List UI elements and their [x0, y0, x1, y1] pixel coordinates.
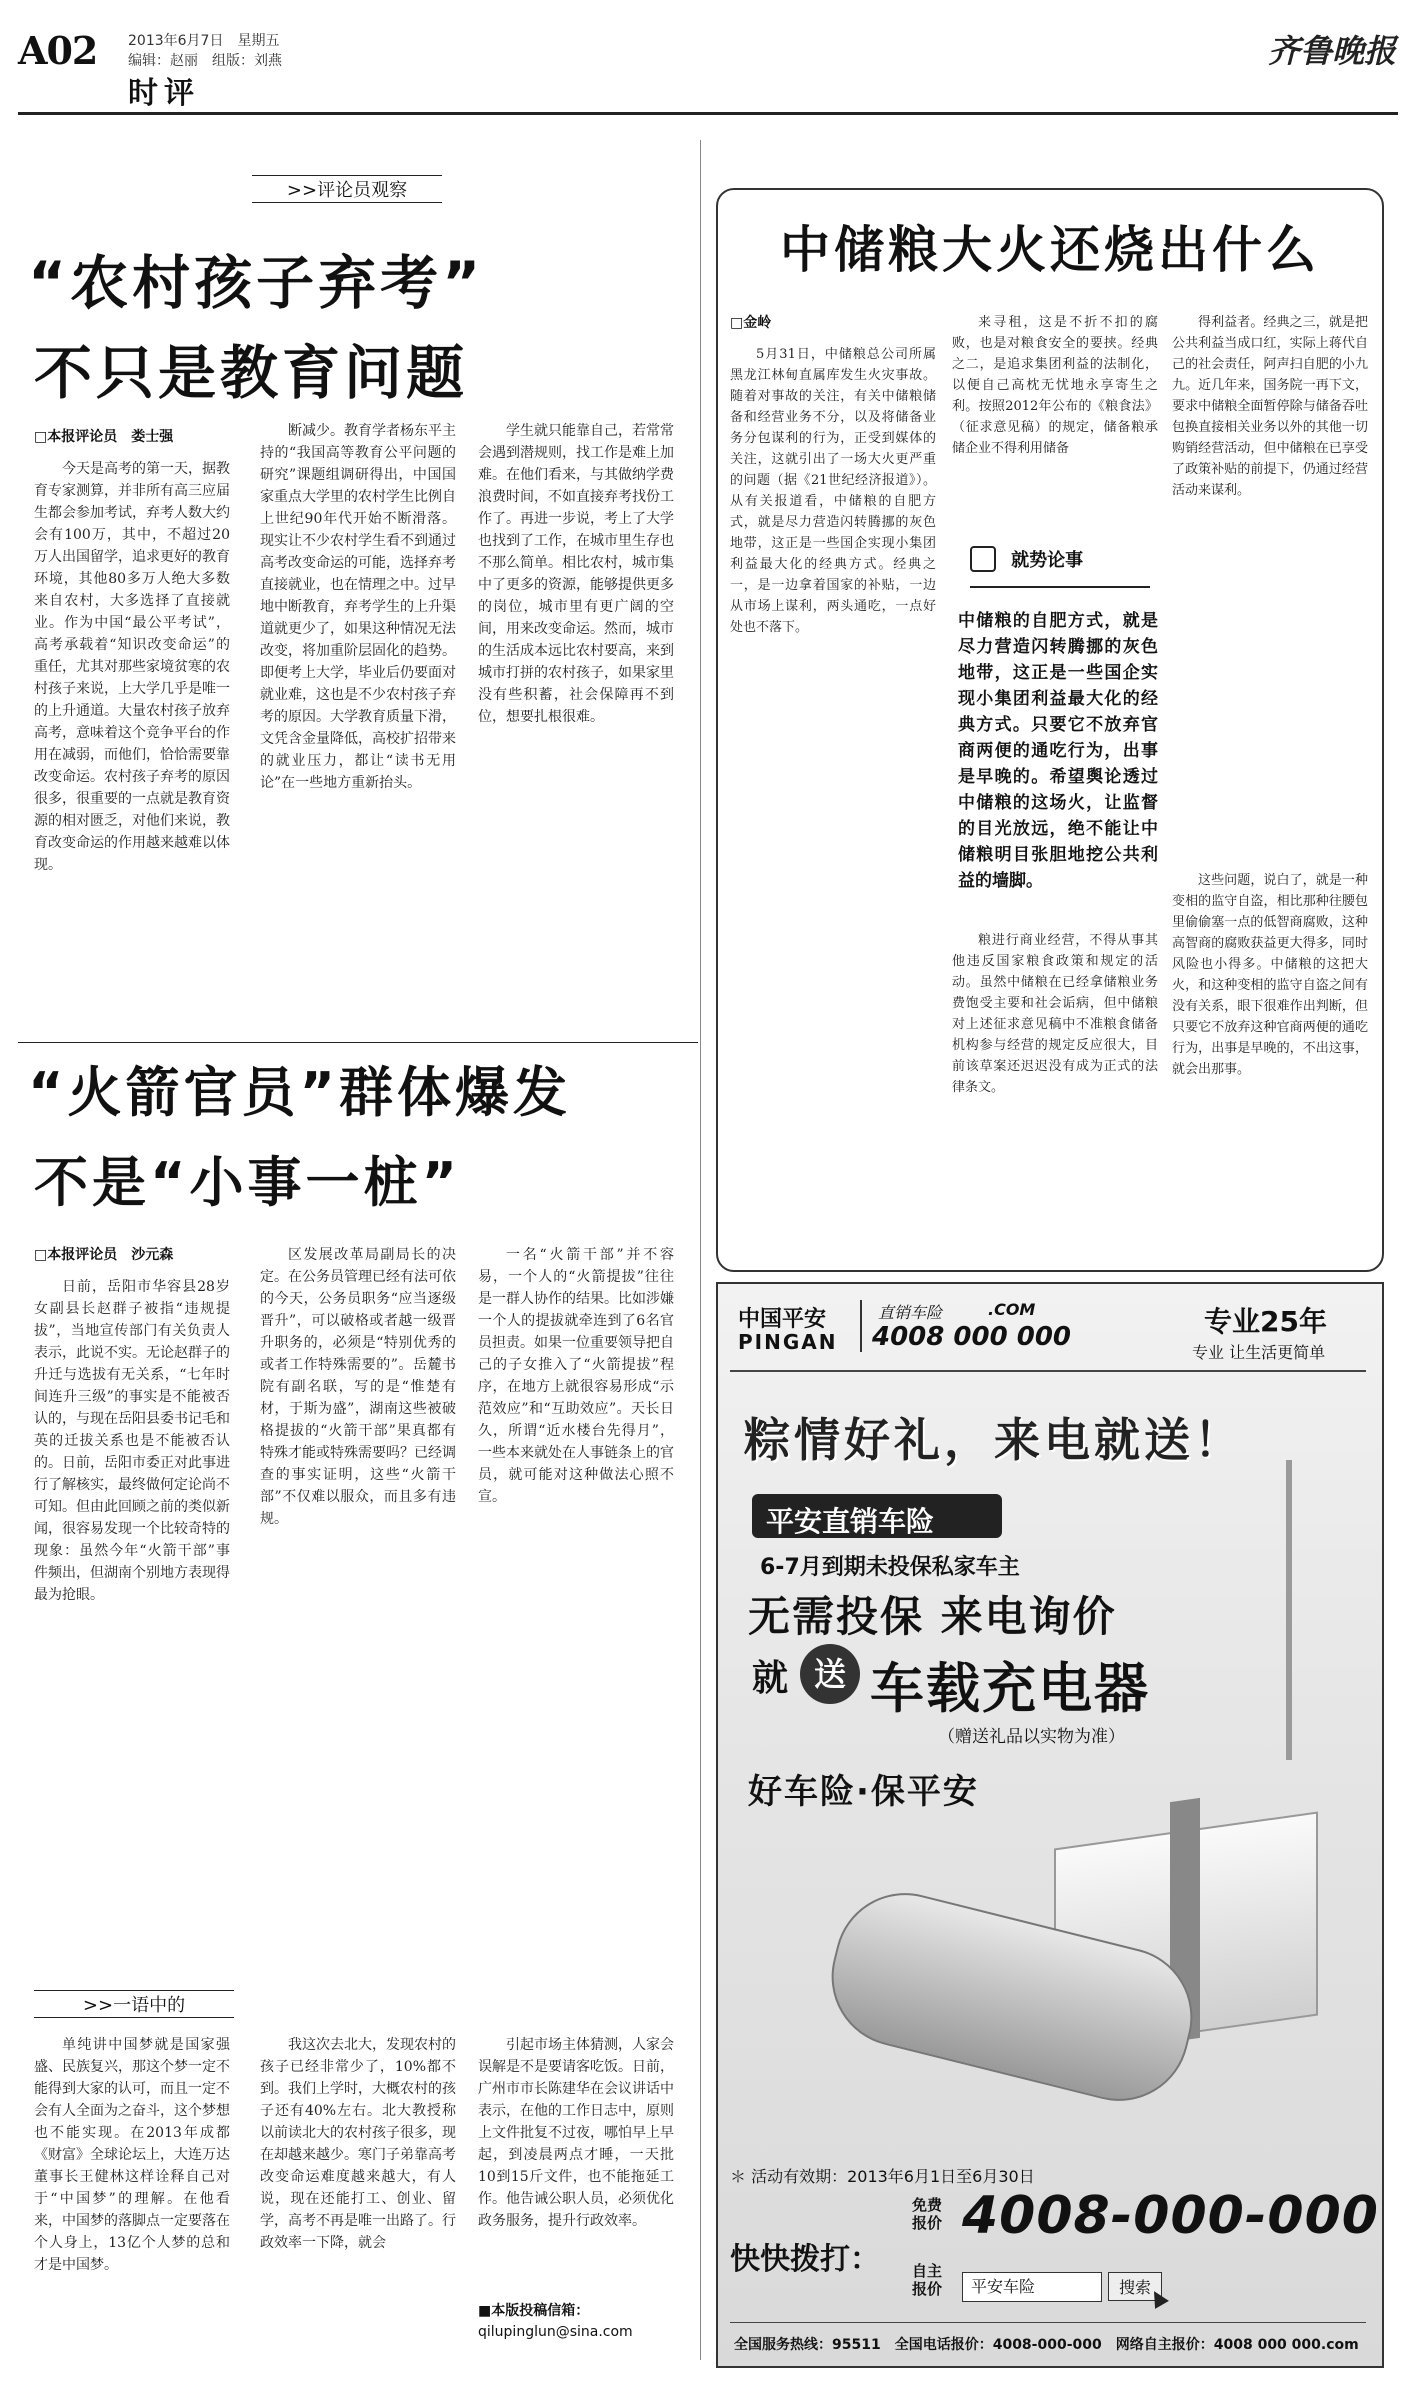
ad-brand-en: PINGAN	[738, 1330, 838, 1354]
article2-title-line2: 不是“小事一桩”	[34, 1151, 461, 1214]
article2-col1	[34, 1276, 230, 1944]
article1-tag	[252, 175, 442, 203]
ad-line1: 无需投保 来电询价	[748, 1592, 1117, 1641]
article2-title-line1: “火箭官员”群体爆发	[28, 1061, 571, 1124]
contact-email[interactable]: qilupinglun@sina.com	[478, 2324, 633, 2340]
article2-col3-text: 一名“火箭干部”并不容易，一个人的“火箭提拔”往往是一群人协作的结果。比如涉嫌一个人的提拔就牵连到了6名官员担责。如果一位重要领导把自己的子女推入了“火箭提拔”程序，在地方上就很容易形成“示范效应”和“互助效应”。天长日久，所谓“近水楼台先得月”，一些本来就处在人事链条上的官员，就可能对这种做法心照不宣。	[478, 1247, 674, 1505]
article4-title: 中储粮大火还烧出什么	[780, 221, 1320, 279]
article3-tag-text: >>一语中的	[82, 1995, 186, 2016]
ad-direct-label: 直销车险	[878, 1303, 943, 1322]
masthead-editors: 编辑：赵丽 组版：刘燕	[128, 53, 282, 69]
ad-footer-rule	[730, 2322, 1366, 2323]
ad-slogan-small: 专业 让生活更简单	[1192, 1343, 1326, 1362]
ad-phone[interactable]: 4008-000-000	[962, 2186, 1379, 2246]
article1-col1	[34, 458, 230, 1028]
article4-col2	[952, 312, 1158, 518]
article2-col3	[478, 1244, 674, 1944]
article4-col2-text: 来寻租，这是不折不扣的腐败，也是对粮食安全的要挟。经典之二，是追求集团利益的法制化，以便自己高枕无忧地永享寄生之利。按照2012年公布的《粮食法》（征求意见稿）的规定，储备粮承储企业不得利用储备	[952, 315, 1158, 456]
masthead-date: 2013年6月7日 星期五	[128, 33, 280, 49]
article1-col3-text: 学生就只能靠自己，若常常会遇到潜规则，找工作是难上加难。在他们看来，与其做纳学费浪费时间，不如直接弃考找份工作了。再进一步说，考上了大学也找到了工作，在城市里生存也不那么简单。相比农村，城市集中了更多的资源，能够提供更多的岗位，城市里有更广阔的空间，用来改变命运。然而，城市的生活成本远比农村要高，来到城市打拼的农村孩子，如果家里没有些积蓄，社会保障再不到位，想要扎根很难。	[478, 423, 674, 725]
ad-line2-prefix: 就	[752, 1658, 789, 1699]
article2-col2	[260, 1244, 456, 1944]
pullquote-icon	[970, 546, 996, 572]
article1-title-line1: “农村孩子弃考”	[28, 249, 485, 317]
ad-url: .COM	[988, 1300, 1036, 1319]
bamboo-leaves-icon	[1286, 1460, 1372, 1760]
column-divider	[700, 140, 701, 2360]
article4-col3	[1172, 312, 1368, 852]
article3-col3	[478, 2034, 674, 2264]
pullquote-label-box	[970, 546, 1150, 588]
article1-bottom-rule	[18, 1042, 698, 1043]
ad-period-note: 6-7月到期未投保私家车主	[760, 1555, 1020, 1580]
article1-col2-text: 断减少。教育学者杨东平主持的“我国高等教育公平问题的研究”课题组调研得出，中国国家重点大学里的农村学生比例自上世纪90年代开始不断滑落。现实让不少农村学生看不到通过高考改变命运的可能，选择弃考直接就业，也在情理之中。过早地中断教育，弃考学生的上升渠道就更少了，如果这种情况无法改变，将加重阶层固化的趋势。即便考上大学，毕业后仍要面对就业难，这也是不少农村孩子弃考的原因。大学教育质量下滑，文凭含金量降低，高校扩招带来的就业压力，都让“读书无用论”在一些地方重新抬头。	[260, 423, 456, 791]
ad-product: 平安直销车险	[766, 1505, 935, 1538]
article3-col2-text: 我这次去北大，发现农村的孩子已经非常少了，10%都不到。我们上学时，大概农村的孩子还有40%左右。北大教授称以前读北大的农村孩子很多，现在却越来越少。寒门子弟靠高考改变命运难度越来越大，有人说，现在还能打工、创业、留学，高考不再是唯一出路了。行政效率一下降，就会	[260, 2037, 456, 2251]
page-code: A02	[18, 28, 98, 73]
article3-col3-text: 引起市场主体猜测，人家会误解是不是要请客吃饭。日前，广州市市长陈建华在会议讲话中表示，在他的工作日志中，原则上文件批复不过夜，哪怕早上早起，到凌晨两点才睡，一天批10到15斤文件，也不能拖延工作。他告诫公职人员，必须优化政务服务，提升行政效率。	[478, 2037, 674, 2229]
article4-col3b	[1172, 870, 1368, 1250]
article3-col1	[34, 2034, 230, 2354]
article4-col2b-text: 粮进行商业经营，不得从事其他违反国家粮食政策和规定的活动。虽然中储粮在已经拿储粮业务费饱受主要和社会诟病，但中储粮对上述征求意见稿中不准粮食储备机构参与经营的规定反应很大，目前该草案还迟迟没有成为正式的法律条文。	[952, 933, 1158, 1095]
ad-brand-cn: 中国平安	[738, 1307, 827, 1332]
ad-cta: 快快拨打：	[730, 2242, 880, 2277]
masthead-rule	[18, 112, 1398, 115]
article3-col1-text: 单纯讲中国梦就是国家强盛、民族复兴，那这个梦一定不能得到大家的认可，而且一定不会有人全面为之奋斗，这个梦想也不能实现。在2013年成都《财富》全球论坛上，大连万达董事长王健林这样诠释自己对于“中国梦”的理解。在他看来，中国梦的落脚点一定要落在个人身上，13亿个人梦的总和才是中国梦。	[34, 2037, 230, 2273]
article4-col3b-text: 这些问题，说白了，就是一种变相的监守自盗，相比那种往腰包里偷偷塞一点的低智商腐败，这种高智商的腐败获益更大得多，同时风险也小得多。中储粮的这把大火，和这种变相的监守自盗之间有没有关系，眼下很难作出判断，但只要它不放弃这种官商两便的通吃行为，出事是早晚的，不出这事，就会出那事。	[1172, 873, 1368, 1077]
article4-col3-text: 得利益者。经典之三，就是把公共利益当成口红，实际上蒋代自己的社会责任，阿声扫自肥的小九九。近几年来，国务院一再下文，要求中储粮全面暂停除与储备吞吐包换直接相关业务以外的其他一切购销经营活动，但中储粮在已享受了政策补贴的前提下，仍通过经营活动来谋利。	[1172, 315, 1368, 498]
article3-tag	[34, 1990, 234, 2018]
article3-col2	[260, 2034, 456, 2354]
article1-col1-text: 今天是高考的第一天，据教育专家测算，并非所有高三应届生都会参加考试，弃考人数大约会有100万，其中，不超过20万人出国留学，追求更好的教育环境，其他80多万人绝大多数来自农村，大多选择了直接就业。作为中国“最公平考试”，高考承载着“知识改变命运”的重任，尤其对那些家境贫寒的农村孩子来说，上大学几乎是唯一的上升通道。大量农村孩子放弃高考，意味着这个竞争平台的作用在减弱，而他们，恰恰需要靠改变命运。农村孩子弃考的原因很多，很重要的一点就是教育资源的相对匮乏，对他们来说，教育改变命运的作用越来越难以体现。	[34, 461, 230, 873]
ad-headline: 粽情好礼，来电就送！	[744, 1413, 1244, 1467]
article1-title-line2: 不只是教育问题	[34, 339, 469, 407]
ad-tagline: 好车险·保平安	[748, 1772, 979, 1812]
ad-hotline-small: 4008 000 000	[872, 1322, 1072, 1352]
ad-phone-icon	[860, 1300, 862, 1352]
ad-search-button[interactable]: 搜索	[1108, 2272, 1162, 2301]
article4-col1-text: 5月31日，中储粮总公司所属黑龙江林甸直属库发生火灾事故。随着对事故的关注，有关中储粮储备和经营业务不分，以及将储备业务分包谋利的行为，正受到媒体的关注，这就引出了一场大火更严重的问题（据《21世纪经济报道》）。从有关报道看，中储粮的自肥方式，就是尽力营造闪转腾挪的灰色地带，这正是一些国企实现小集团利益最大化的经典方式。经典之一，是一边拿着国家的补贴，一边从市场上谋利，两头通吃，一点好处也不落下。	[730, 347, 936, 635]
article4-byline: □金岭	[730, 315, 772, 331]
pullquote-text: 中储粮的自肥方式，就是尽力营造闪转腾挪的灰色地带，这正是一些国企实现小集团利益最大化的经典方式。只要它不放弃官商两便的通吃行为，出事是早晚的。希望舆论透过中储粮的这场火，让监督的目光放远，绝不能让中储粮明目张胆地挖公共利益的墙脚。	[958, 611, 1158, 891]
article2-byline: □本报评论员 沙元森	[34, 1247, 174, 1263]
ad-self-label: 自主报价	[912, 2262, 943, 2298]
article1-col3	[478, 420, 674, 1028]
ad-gift-note: （赠送礼品以实物为准）	[938, 1727, 1125, 1747]
ad-search-input[interactable]	[962, 2272, 1102, 2302]
ad-free-label: 免费报价	[912, 2196, 943, 2232]
ad-top-rule	[730, 1370, 1366, 1372]
article1-col2	[260, 420, 456, 1028]
ad-line2-badge-text: 送	[813, 1655, 846, 1693]
pullquote-label: 就势论事	[1011, 550, 1084, 571]
article2-col2-text: 区发展改革局副局长的决定。在公务员管理已经有法可依的今天，公务员职务“应当逐级晋升”，可以破格或者越一级晋升职务的，必须是“特别优秀的或者工作特殊需要的”。岳麓书院有副名联，写的是“惟楚有材，于斯为盛”，湖南这些被破格提拔的“火箭干部”果真都有特殊才能或特殊需要吗？已经调查的事实证明，这些“火箭干部”不仅难以服众，而且多有违规。	[260, 1247, 456, 1527]
article4-col1	[730, 344, 936, 1244]
paper-name: 齐鲁晚报	[1268, 32, 1397, 70]
ad-footer: 全国服务热线：95511 全国电话报价：4008-000-000 网络自主报价：4008 000 000.com	[734, 2337, 1359, 2353]
article2-col1-text: 日前，岳阳市华容县28岁女副县长赵群子被指“违规提拔”，当地宣传部门有关负责人表示，此说不实。无论赵群子的升迁与选拔有无关系，“七年时间连升三级”的事实是不能被否认的，与现在岳阳县委书记毛和英的迁拔关系也是不能被否认的。日前，岳阳市委正对此事进行了解核实，最终做何定论尚不可知。但由此回顾之前的类似新闻，很容易发现一个比较奇特的现象：虽然今年“火箭干部”事件频出，但湖南个别地方表现得最为抢眼。	[34, 1279, 230, 1603]
section-title: 时评	[128, 76, 200, 111]
ad-line2-rest: 车载充电器	[870, 1657, 1150, 1720]
contact-label: ■本版投稿信箱：	[478, 2303, 590, 2319]
ad-anniv: 专业25年	[1204, 1305, 1327, 1338]
article4-col2b	[952, 930, 1158, 1250]
ad-validity: ＊ 活动有效期：2013年6月1日至6月30日	[730, 2167, 1035, 2186]
article1-tag-text: >>评论员观察	[286, 180, 408, 201]
article1-byline: □本报评论员 娄士强	[34, 429, 174, 445]
ad-line2-badge	[800, 1644, 860, 1704]
ad-search-value: 平安车险	[971, 2277, 1036, 2296]
